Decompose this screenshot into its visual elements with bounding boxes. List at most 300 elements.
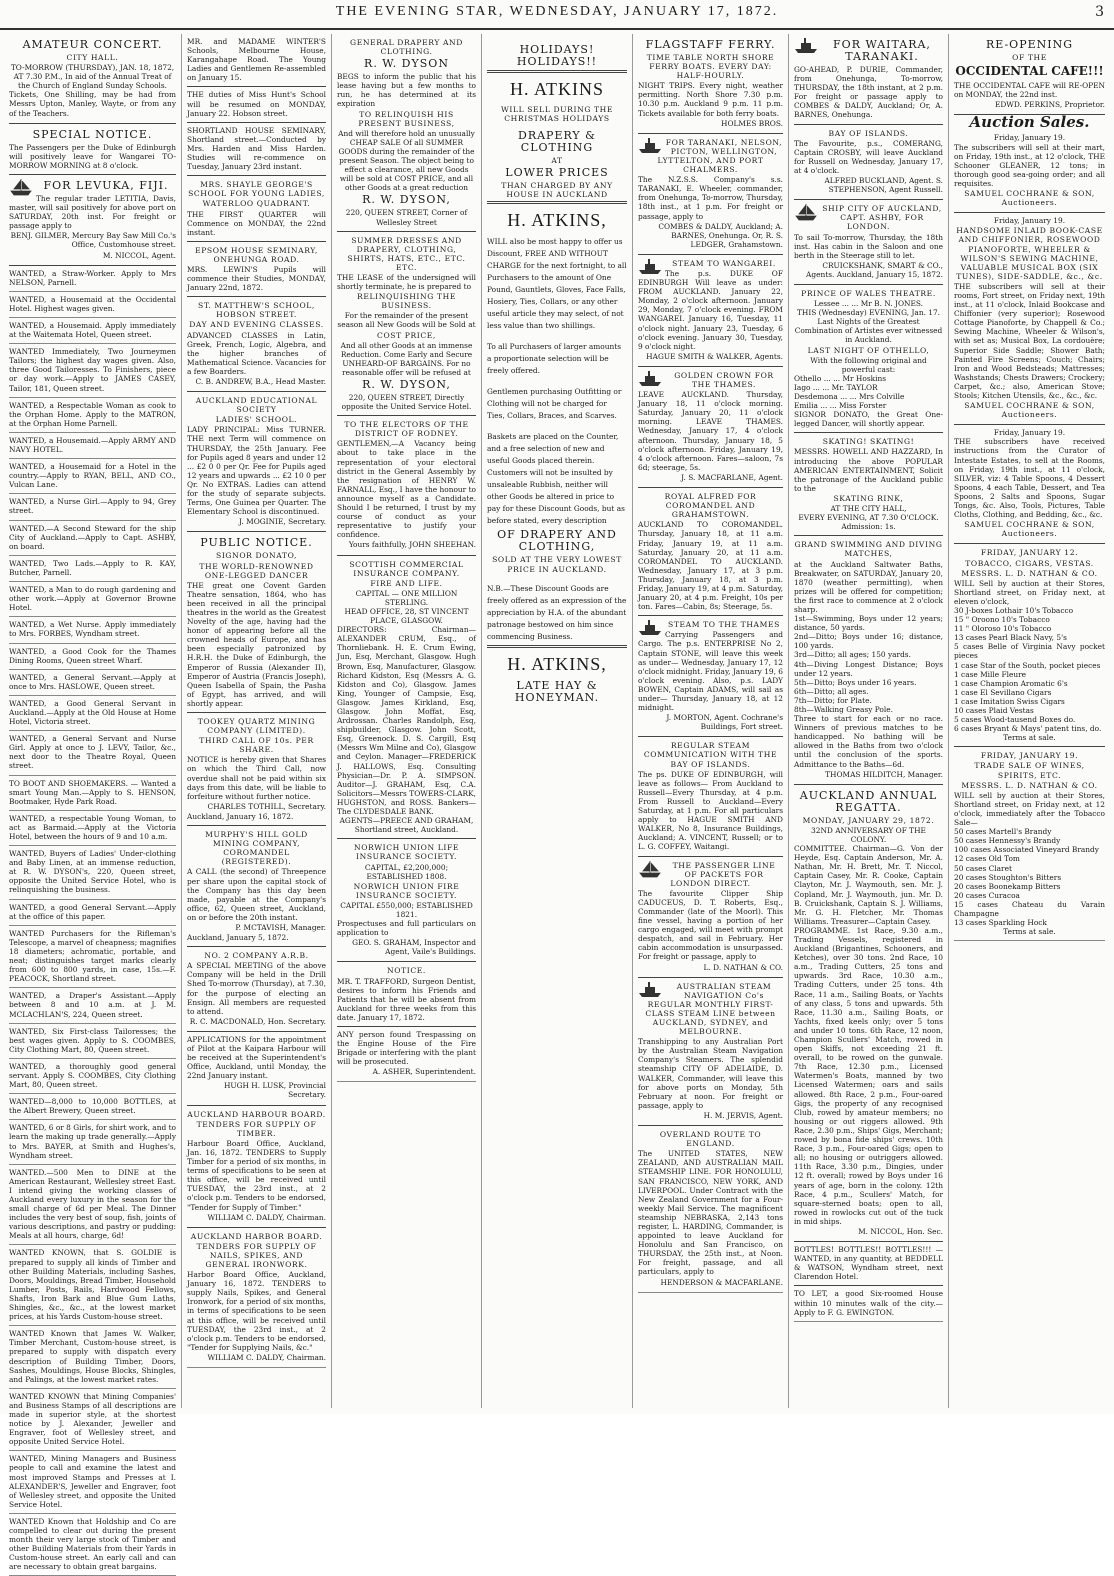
ad-subhead: 32ND ANNIVERSARY OF THE COLONY. (811, 825, 926, 844)
atkins-discount-text: WILL also be most happy to offer us Discount, FREE AND WITHOUT CHARGE for the next fortnight, to all Purchasers to the amount of One Pound, Gauntlets, Gloves, Face Falls, Hosiery, Ties, Collars, or any other useful article they may select, of not less value than two shillings. (487, 237, 627, 331)
wanted-ad: WANTED, Buyers of Ladies' Under-clothing and Baby Linen, at an immense reduction, at R. W. DYSON's, 220, Queen street, opposite the United Service Hotel, who is relinquishing the business. (9, 846, 176, 899)
ad-headline: SPECIAL NOTICE. (32, 127, 153, 141)
ad-skating-rink (794, 433, 943, 536)
ad-date: Friday, January 19. (993, 133, 1066, 143)
ad-body: MRS. LEWIN'S Pupils will commence their Studies, MONDAY, January 22nd, 1872. (187, 264, 326, 293)
ad-tookey-mining (187, 713, 326, 826)
ad-address: 220, QUEEN STREET, Corner of Wellesley Street (345, 208, 468, 227)
ad-date: Friday, January 19. (993, 216, 1066, 226)
ad-swimming-matches (794, 536, 943, 784)
ad-body: A SPECIAL MEETING of the above Company will be held in the Drill Shed To-morrow (Thursday), at 7.30, for the purpose of electing an Ensign. All members are requested to attend. (187, 961, 326, 1016)
ad-body: at the Auckland Saltwater Baths, Breakwater, on SATURDAY, January 20, 1870 (weather permitting), when prizes will be offered for competition; the first race to commence at 2 o'clock sharp. (794, 559, 943, 614)
ad-body: A CALL (the second) of Threepence per share upon the capital stock of the Company has this day been made, payable at the Company's office, 62, Queen street, Auckland, on or before the 20th instant. (187, 867, 326, 922)
ad-headline: NORWICH UNION FIRE INSURANCE SOCIETY. (353, 881, 460, 900)
ad-body: THE duties of Miss Hunt's School will be resumed on MONDAY, January 22. Hobson street. (187, 90, 326, 118)
lot-item: 12 cases Old Tom (954, 854, 1020, 864)
ad-headline: NOTICE. (387, 966, 426, 976)
cast-member: Desdemona ... ... Mrs Colville (794, 392, 905, 401)
ad-body: APPLICATIONS for the appointment of Pilot at the Kaipara Harbour will be received at the Superintendent's Office, Auckland, until Monday, the 22nd January instant. (187, 1034, 326, 1081)
lot-item: 1 case Mille Fleure (954, 669, 1027, 679)
race-item: 4th—Diving Longest Distance; Boys under 12 years. (794, 659, 943, 678)
ad-signature: HENDERSON & MACFARLANE. (660, 1277, 783, 1287)
ad-subhead: SKATING RINK, (833, 493, 904, 503)
ad-body: The Favourite, p.s., COMERANG, Captain CROSBY, will leave Auckland for Russell on Wednesday, January 17, at 4 o'clock. (794, 138, 943, 175)
ad-dyson-drapery (337, 34, 476, 232)
masthead-title: THE EVENING STAR, WEDNESDAY, JANUARY 17, 1872. (335, 4, 779, 19)
ad-headline: GRAND SWIMMING AND DIVING MATCHES, (794, 540, 943, 559)
wanted-ad: WANTED Purchasers for the Rifleman's Telescope, a marvel of cheapness; magnifies 18 diameters; achromatic, portable, and neat; distinguishes target marks clearly from 600 to 800 yards, in case, 15s.—F. PEACOCK, Shortland street. (9, 926, 176, 989)
ad-committee: COMMITTEE. Chairman—G. Von der Heyde, Esq. Captain Anderson, Mr. A. Nathan, Mr. H. Brett, Mr. T. Niccol, Captain Casey, Mr. R. Cooke, Captain Clayton, Mr. J. Waymouth, sen. Mr. J. Copland, Mr. J. Waymouth, jun. Mr. D. B. Cruickshank, Captain S. J. Williams, Mr. G. H. Fletcher, Mr. Thomas Williams. Treasurer—Captain Casey. (794, 844, 943, 926)
lot-item: 50 cases Claret (954, 863, 1012, 873)
wanted-ad: WANTED, a Housemaid. Apply immediately at the Waitemata Hotel, Queen street. (9, 318, 176, 344)
ad-body: Harbor Board Office, Auckland, January 16, 1872. TENDERS to supply Nails, Spikes, and General Ironwork, for a period of six months, in terms of specifications to be seen at this office, will be received until TUESDAY, the 23rd inst., at 2 o'clock p.m. Tenders to be endorsed, "Tender for Supplying Nails, &c." (187, 1270, 326, 1352)
ad-body: Tickets, One Shilling, may be had from Messrs Upton, Manley, Wayte, or from any of the Teachers. (9, 90, 176, 118)
wanted-ad: WANTED Known that James W. Walker, Timber Merchant, Custom-house street, is prepared to supply with dispatch every description of Building Timber, Doors, Sashes, Mouldings, House Blocks, Shingles, and Palings, at the lowest market rates. (9, 1326, 176, 1389)
ad-bottles (794, 1242, 943, 1286)
ad-trespass (337, 1027, 476, 1082)
lot-list (954, 827, 1105, 927)
ad-body: TO LET, a good Six-roomed House within 10 minutes walk of the city.—Apply to F. G. EWINGTON. (794, 1289, 943, 1317)
wanted-ad: WANTED, a Wet Nurse. Apply immediately to Mrs. FORBES, Wyndham street. (9, 617, 176, 643)
atkins-than: THAN CHARGED BY ANY HOUSE IN AUCKLAND (501, 181, 613, 200)
ad-body: THE OCCIDENTAL CAFE will RE-OPEN on MONDAY, the 22nd inst. (954, 81, 1105, 100)
ad-harbor-board-nails (187, 1228, 326, 1368)
ad-body: To sail To-morrow, Thursday, the 18th inst. Has cabin in the Saloon and one berth in the Steerage still to let. (794, 232, 943, 260)
ad-auction-gleaner (954, 130, 1105, 213)
ad-auction-furniture (954, 213, 1105, 425)
race-item: 5th—Ditto; Boys under 16 years. (794, 677, 917, 687)
race-item: 6th—Ditto; all ages. (794, 686, 869, 696)
steamship-icon (638, 370, 662, 388)
ad-body: For the remainder of the present season all New Goods will be Sold at (337, 311, 476, 330)
ad-body: Prospectuses and full particulars on application to (337, 919, 476, 938)
lot-item: 50 cases Hennessy's Brandy (954, 836, 1061, 846)
ad-headline: FOR TARANAKI, NELSON, PICTON, WELLINGTON, LYTTELTON, AND PORT CHALMERS. (657, 137, 783, 175)
ad-waitara (794, 34, 943, 125)
ad-body: Three to start for each or no race. Winners of previous matches to be handicapped. No bathing will be allowed in the Baths from two o'clock until the conclusion of the sports. Admittance to the Baths—6d. (794, 714, 943, 769)
atkins-drapery: DRAPERY & CLOTHING (518, 129, 596, 155)
ad-body: NIGHT TRIPS. Every night, weather permitting. North Shore 7.30 p.m. 10.30 p.m. Auckland 9 p.m. 11 p.m. Tickets available for both ferry boats. (638, 81, 783, 118)
ad-headline: ST. MATTHEW'S SCHOOL, HOBSON STREET. (198, 301, 315, 320)
lot-item: 50 cases Martell's Brandy (954, 827, 1052, 837)
ad-headline: SUMMER DRESSES AND DRAPERY, CLOTHING, SHIRTS, HATS, ETC., ETC. ETC. (347, 235, 466, 272)
ad-terms: Terms at sale. (1003, 927, 1056, 937)
atkins-will-sell: WILL SELL DURING THE CHRISTMAS HOLIDAYS (500, 105, 614, 124)
ad-body: THE FIRST QUARTER will Commence on MONDAY, the 22nd instant. (187, 209, 326, 237)
race-list (794, 614, 943, 714)
ad-terms: Terms at sale. (1003, 733, 1056, 743)
wanted-ad: WANTED, a Nurse Girl.—Apply to 94, Grey street. (9, 494, 176, 520)
column-3 (331, 34, 481, 1408)
wanted-ad: WANTED.—A Second Steward for the ship City of Auckland.—Apply to Capt. ASHBY, on board. (9, 521, 176, 556)
ad-shayle-george-school (187, 176, 326, 242)
ad-signature: CHARLES TOTHILL, Secretary. (207, 801, 326, 811)
ad-subhead: SIGNOR DONATO, (216, 551, 297, 561)
ad-body: The p.s. DUKE OF EDINBURGH Will leave as under: FROM AUCKLAND. January 22, Monday, 2 o'clock afternoon. January 29, Monday, 7 o'clock evening. FROM WANGAREI. January 16, Tuesday, 11 o'clock night. January 23, Tuesday, 6 o'clock evening. January 30, Tuesday, 9 o'clock night. (638, 268, 783, 351)
ad-educational-society (187, 392, 326, 532)
ad-signature: L. D. NATHAN & CO. (703, 962, 783, 972)
ad-headline: TO THE ELECTORS OF THE DISTRICT OF RODNEY. (344, 420, 469, 439)
column-2 (181, 34, 331, 1408)
ad-body: BEGS to inform the public that his lease having but a few months to run, he has determined at its expiration (337, 72, 476, 109)
ad-shortland-seminary (187, 123, 326, 176)
ad-body: SIGNOR DONATO, the Great One-legged Dancer, will shortly appear. (794, 410, 943, 429)
ad-subhead: LAST NIGHT OF OTHELLO, (807, 345, 930, 355)
ad-name: R. W. DYSON, (362, 378, 451, 391)
ad-body: And all other Goods at an immense Reduction. Come Early and Secure UNHEARD-OF BARGAINS. For no reasonable offer will be refused at (340, 340, 473, 377)
ad-body: Harbour Board Office, Auckland, Jan. 16, 1872. TENDERS to Supply Timber for a period of six months, in terms of specifications to be seen at this office, will be received until TUESDAY, the 23rd inst., at 2 o'clock p.m. Tenders to be endorsed, "Tender for Supply of Timber." (187, 1138, 326, 1212)
atkins-nb-text: N.B.—These Discount Goods are freely offered as an expression of the appreciation by H.A. of the abundant patronage bestowed on him since commencing Business. (487, 583, 627, 641)
ad-body: MR. T. TRAFFORD, Surgeon Dentist, desires to inform his Friends and Patients that he will be absent from Auckland for three weeks from this date. January 17, 1872. (337, 976, 476, 1022)
ad-headline: AUCKLAND HARBOR BOARD. (190, 1231, 323, 1241)
ad-signature: M. NICCOL, Agent. (102, 250, 176, 260)
lot-item: 100 cases Associated Vineyard Brandy (954, 845, 1099, 855)
ad-body: AUCKLAND TO COROMANDEL. Thursday, January 18, at 11 a.m. Friday, January 19, at 11 a.m. Saturday, January 20, at 11 a.m. COROMANDEL TO AUCKLAND. Wednesday, January 17, at 3 p.m. Thursday, January 18, at 3 p.m. Friday, January 19, at 4 p.m. Saturday, January 20, at 4 p.m. Freight, 10s per ton. Fares—Cabin, 8s; Steerage, 5s. (638, 520, 783, 612)
ad-office: HEAD OFFICE, 28, ST VINCENT PLACE, GLASGOW. (344, 606, 469, 626)
steamship-icon (638, 137, 662, 155)
ad-bay-of-islands (794, 125, 943, 201)
ad-signature: SAMUEL COCHRANE & SON, Auctioneers. (964, 401, 1095, 420)
atkins-gentlemen-text: Gentlemen purchasing Outfitting or Clothing will not be charged for Ties, Collars, Braces, and Scarves. (487, 387, 622, 421)
ad-harbour-board-timber (187, 1106, 326, 1228)
cast-member: Iago ... ... Mr. TAYLOR (794, 382, 878, 392)
ad-signature: EDWD. PERKINS, Proprietor. (994, 100, 1105, 110)
ad-headline: SKATING! SKATING! (822, 437, 915, 447)
ad-subhead: DAY AND EVENING CLASSES. (189, 320, 324, 330)
cast-member: Emilia ... ... Miss Forster (794, 401, 887, 411)
ad-headline: FLAGSTAFF FERRY. (645, 38, 776, 51)
ad-auction-tobacco (954, 544, 1105, 747)
ship-icon (794, 203, 818, 221)
ad-norwich-union (337, 839, 476, 962)
ad-body: The ps. DUKE OF EDINBURGH, will leave as follows— From Auckland to Russell—Every Thursday, at 4 p.m. From Russell to Auckland—Every Saturday, at 1 p.m. For all particulars apply to HAGUE SMITH AND WALKER, No 8, Insurance Buildings, Auckland; A. VINCENT, Russell; or to L. G. COFFEY, Waitangi. (638, 769, 783, 852)
ad-directors: DIRECTORS: Chairman—ALEXANDER CRUM, Esq., of Thornliebank. H. E. Crum Ewing, Jun, Esq, Merchant, Glasgow. Hugh Brown, Esq, Manufacturer, Glasgow. Richard Kidston, Esq (Messrs A. G. Kidston and Co), Glasgow. James King, Younger of Campsie, Esq, Glasgow. James Kirkland, Esq, Glasgow. John Moffat, Esq, Ardrossan. Charles Randolph, Esq, shipbuilder, Glasgow. John Scott, Esq, Greenock. D. S. Cargill, Esq (Messrs Wm Milne and Co), Glasgow and Ceylon. Manager—FREDERICK J. HALLOWS, Esq. Consulting Physician—Dr. P. A. SIMPSON. Auditor—J. GRAHAM, Esq, C.A. Solicitors—Messrs TOWERS-CLARK, HUGHSTON, and ROSS. Bankers—The CLYDESDALE BANK. (337, 625, 476, 817)
atkins-drapery-clothing: OF DRAPERY AND CLOTHING, (497, 528, 617, 554)
lot-item: 1 case Champion Aromatic 6's (954, 678, 1068, 688)
cast-member: Othello ... ... Mr Hoskins (794, 373, 887, 383)
ad-date: Friday, January 19. (993, 428, 1066, 438)
lot-item: 1 case El Sevillano Cigars (954, 687, 1052, 697)
divider (487, 645, 627, 648)
ad-headline: TOOKEY QUARTZ MINING COMPANY (LIMITED). (197, 717, 316, 736)
ad-subhead: TENDERS FOR SUPPLY OF TIMBER. (196, 1119, 317, 1138)
lot-item: 15 cases Chateau du Varain Champagne (954, 899, 1105, 918)
ad-body: SHORTLAND HOUSE SEMINARY, Shortland street.—Conducted by Mrs. Harden and Miss Harden. Studies will re-commence on Tuesday, January 23rd instant. (187, 125, 326, 172)
ad-address: 220, QUEEN STREET, Directly opposite the United Service Hotel. (341, 393, 472, 412)
race-item: 8th—Walking Greasy Pole. (794, 705, 893, 714)
ad-when: EVERY EVENING, AT 7.30 O'CLOCK. Admission: 1s. (798, 513, 939, 532)
ad-name: R. W. DYSON, (362, 193, 451, 207)
ad-body: The UNITED STATES, NEW ZEALAND, AND AUSTRALIAN MAIL STEAMSHIP LINE. FOR HONOLULU, SAN FRANCISCO, NEW YORK, AND LIVERPOOL. Under Contract with the New Zealand Government for a Four-weekly Mail Service. The magnificent steamship NEBRASKA, 2,143 tons register, L. HARDING, Commander, is appointed to leave Auckland for Honolulu and San Francisco, on THURSDAY, the 25th inst., at Noon. For freight, passage, and all particulars, apply to (638, 1149, 783, 1277)
wanted-ad: WANTED KNOWN that Mining Companies' and Business Stamps of all descriptions are made in superior style, at the shortest notice by J. Alexander, Jeweller and Engraver, foot of Wellesley street, and opposite United Service Hotel. (9, 1389, 176, 1452)
ad-headline: PRINCE OF WALES THEATRE. (801, 288, 936, 298)
ad-headline: NO. 2 COMPANY A.R.B. (204, 951, 309, 961)
ad-subhead: RELINQUISHING THE BUSINESS. (357, 292, 456, 311)
atkins-name: H. ATKINS, (507, 653, 607, 674)
ad-amateur-concert (9, 34, 176, 124)
ad-body: And will therefore hold an unusually CHEAP SALE Of all SUMMER GOODS during the remainder of the present Season. The object being to effect a clearance, all new Goods will be sold at COST PRICE, and all other Goods at a great reduction (338, 128, 475, 193)
ad-body: LADY PRINCIPAL: Miss TURNER. THE next Term will commence on THURSDAY, the 25th January. Fee for Pupils aged 8 years and under 12 ... £2 0 0 per Qr. Fee for Pupils aged 12 years and upwards ... £2 10 0 per Qr. No EXTRAS. Ladies can attend for the study of separate subjects. Terms, One Guinea per Quarter. The Elementary School is discontinued. (187, 425, 326, 517)
ad-signature: HUGH H. LUSK, Provincial Secretary. (223, 1081, 326, 1100)
ad-subhead: TO RELINQUISH HIS PRESENT BUSINESS, (358, 109, 455, 128)
ad-headline: FOR LEVUKA, FIJI. (43, 178, 169, 192)
ad-subhead: WATERLOO QUADRANT. (202, 199, 311, 209)
wanted-ad: WANTED, a thoroughly good general servant. Apply S. COOMBES, City Clothing Mart, 80, Queen street. (9, 1059, 176, 1094)
lot-item: 5 cases Belle of Virginia Navy pocket pieces (954, 642, 1105, 661)
ad-headline: STEAM TO WANGAREI. (672, 258, 776, 268)
lot-list (954, 606, 1105, 733)
divider (487, 70, 627, 73)
ad-signature: J. MOGINIE, Secretary. (239, 517, 326, 527)
ad-lessee: Lessee ... ... Mr B. N. JONES. (813, 299, 924, 309)
ad-subhead: LADIES' SCHOOL. (215, 415, 298, 425)
ad-signature: C. B. ANDREW, B.A., Head Master. (195, 377, 326, 386)
ad-subhead: TENDERS FOR SUPPLY OF NAILS, SPIKES, AND GENERAL IRONWORK. (196, 1241, 317, 1269)
ad-body: The subscribers will sell at their mart, on Friday, 19th inst., at 12 o'clock, THE Schooner GLEANER, 12 tons; in thorough good sea-going order; and all requisites. (954, 142, 1105, 188)
atkins-at: AT (551, 156, 563, 166)
lot-item: 20 cases Curacoa (954, 890, 1020, 900)
ad-headline: AUCKLAND EDUCATIONAL SOCIETY (195, 396, 318, 415)
ad-ship-city-of-auckland (794, 200, 943, 285)
ad-venue: AT THE CITY HALL, (830, 504, 907, 514)
ad-rodney-electors (337, 416, 476, 555)
ad-st-matthews-school (187, 297, 326, 392)
ad-auctioneer: MESSRS. L. D. NATHAN & CO. (961, 780, 1098, 790)
ad-signature: HAGUE SMITH & WALKER, Agents. (646, 351, 783, 361)
column-6 (788, 34, 948, 1408)
cast-list (794, 374, 943, 410)
divider (487, 201, 627, 204)
atkins-baskets-text: Baskets are placed on the Counter, and a free selection of new and useful Goods placed therein. Customers will not be insulted by unsaleable Rubbish, neither will other Goods be altered in price to pay for these Discount Goods, but as before stated, every description (487, 432, 625, 526)
ad-body: GO-AHEAD, P. DURIE, Commander, from Onehunga, To-morrow, THURSDAY, the 18th instant, at 2 p.m. For freight or passage apply to COMBES & DALDY, Auckland; Or, A. BARNES, Onehunga. (794, 65, 943, 120)
ad-subhead: CITY HALL. (66, 53, 119, 62)
lot-item: 15 " Oroono 10's Tobacco (954, 615, 1050, 625)
ad-headline: FOR WAITARA, TARANAKI. (833, 38, 931, 63)
ad-headline: ROYAL ALFRED FOR COROMANDEL AND GRAHAMSTOWN. (664, 492, 757, 520)
steamship-icon (638, 258, 662, 276)
wanted-ad: WANTED, a good General Servant.—Apply at the office of this paper. (9, 900, 176, 926)
ad-signature: J. S. MACFARLANE, Agent. (681, 472, 783, 482)
atkins-sold-lowest: SOLD AT THE VERY LOWEST PRICE IN AUCKLAND. (492, 555, 622, 574)
ad-epsom-seminary (187, 242, 326, 297)
ad-headline: GENERAL DRAPERY AND CLOTHING. (350, 38, 463, 57)
race-item: 1st—Swimming, Boys under 12 years; distance, 50 yards. (794, 614, 943, 633)
ad-body: Transhipping to any Australian Port by the Australian Steam Navigation Company's Steamers. The splendid steamship CITY OF ADELAIDE, D. WALKER, Commander, will leave this for above ports on Monday, 5th February at noon. For freight or passage, apply to (638, 1037, 783, 1110)
ad-levuka (9, 175, 176, 266)
ad-signature: HOLMES BROS. (721, 118, 783, 128)
column-7 (948, 34, 1110, 1408)
ad-capital: CAPITAL, £2,200,000; ESTABLISHED 1808. (364, 862, 449, 881)
ad-signature: P. MCTAVISH, Manager. (235, 922, 326, 932)
ad-taranaki-steamer (638, 134, 783, 255)
ad-subhead: THIRD CALL OF 10s. PER SHARE. (199, 736, 314, 755)
ad-auctioneer: MESSRS. L. D. NATHAN & CO. (961, 568, 1098, 578)
ad-headline: NORWICH UNION LIFE INSURANCE SOCIETY. (353, 843, 460, 862)
ad-signature: A. ASHER, Superintendent. (372, 1067, 476, 1077)
wanted-ad: WANTED, Two Lads.—Apply to R. KAY, Butcher, Parnell. (9, 556, 176, 582)
ad-body: Carrying Passengers and Cargo. The p.s. ENTERPRISE No 2, Captain STONE, will leave this week as under— Wednesday, January 17, 12 o'clock midnight. Friday, January 19, 6 o'clock evening. Also, p.s. LADY BOWEN, Captain ADAMS, will sail as under— Thursday, January 18, at 12 midnight. (638, 630, 783, 713)
wanted-ad: WANTED, a respectable Young Woman, to act as Barmaid.—Apply at the Victoria Hotel, between the hours of 9 and 10 a.m. (9, 811, 176, 846)
lot-item: 20 cases Boonekamp Bitters (954, 881, 1061, 891)
ad-programme: PROGRAMME. 1st Race, 9.30 a.m., Trading Vessels, registered in Auckland (Brigantines, Schooners, and Ketches), over 30 tons. 2nd Race, 10 a.m., Trading Cutters, 25 tons and upwards. 3rd Race, 10.30 a.m., Trading Cutters, under 25 tons. 4th Race, 11 a.m., Sailing Boats, or Yachts of any class, 5 tons and upwards. 5th Race, 11.30 a.m., Sailing Boats, or Yachts, fixed keels only; over 5 tons and under 10 tons. 6th Race, 12 noon, Champion Scullers' Match, rowed in open Skiffs, not exceeding 21 ft. overall, to be rowed on the gunwale. 7th Race, 12.30 p.m., Licensed Watermen's Boats, manned by two Licensed Watermen; oars and sails allowed. 8th Race, 2 p.m., Four-oared Gigs, the property of any recognised Club, rowed by amateur members; no housing or out riggers allowed. 9th Race, 2.30 p.m., Ships' Gigs, Merchant; rowed by bona fide ships' crews. 10th Race, 3 p.m., Four-oared Gigs; open to all; no housing or outriggers allowed. 11th Race, 3.30 p.m., Dingies, under 12 ft. overall; rowed by Boys under 16 years of age, born in the colony. 12th Race, 4 p.m., Scullers' Match, for square-sterned boats; open to all, rowed in rowlocks cut out of the tuck in mid ships. (794, 925, 943, 1226)
ad-headline: MURPHY'S HILL GOLD MINING COMPANY, COROMANDEL (REGISTERED). (205, 830, 308, 867)
ad-flagstaff-ferry (638, 34, 783, 134)
ad-signor-donato (187, 532, 326, 713)
ad-signature: SAMUEL COCHRANE & SON, Auctioneers. (964, 520, 1095, 539)
ad-dyson-relinquish (337, 232, 476, 417)
ad-special-notice (9, 124, 176, 175)
ad-body: THIS (Wednesday) EVENING, Jan. 17. Last Nights of the Greatest Combination of Artistes ever witnessed in Auckland. (794, 308, 943, 345)
wanted-ad: WANTED, Six First-class Tailoresses; the best wages given. Apply to S. COOMBES, City Clothing Mart, 80, Queen street. (9, 1024, 176, 1059)
wanted-ad: TO BOOT AND SHOEMAKERS. — Wanted a smart Young Man.—Apply to S. HENSON, Bootmaker, Hyde Park Road. (9, 776, 176, 811)
wanted-ad: WANTED, a Good General Servant in Auckland.—Apply at the Old House at Home Hotel, Victoria street. (9, 696, 176, 731)
auction-sales-heading: Auction Sales. (969, 113, 1090, 132)
ad-headline: SCOTTISH COMMERCIAL INSURANCE COMPANY. (349, 559, 464, 578)
ad-subhead: COST PRICE, (377, 330, 436, 340)
ad-signature: J. MORTON, Agent. Cochrane's Buildings, Fort street. (666, 713, 783, 732)
ad-headline: AMATEUR CONCERT. (22, 38, 163, 51)
wanted-ad: WANTED, Mining Managers and Business people to call and examine the latest and most improved Stamps and Presses at I. ALEXANDER'S, Jeweller and Engraver, foot of Wellesley street, and opposite the United Service Hotel. (9, 1451, 176, 1514)
ad-headline: STEAM TO THE THAMES (668, 620, 780, 630)
ad-occidental-cafe (954, 34, 1105, 115)
ad-date: Auckland, January 5, 1872. (187, 933, 289, 943)
race-item: 3rd—Ditto; all ages; 150 yards. (794, 650, 911, 660)
ad-signature: R. C. MACDONALD, Hon. Secretary. (189, 1016, 326, 1026)
ad-bay-of-islands-steam (638, 737, 783, 856)
steamship-icon (638, 619, 662, 637)
steamship-icon (794, 37, 818, 55)
ad-body: MESSRS. HOWELL AND HAZZARD, In introducing the above POPULAR AMERICAN ENTERTAINMENT, Solicit the patronage of the Auckland public to the (794, 447, 943, 493)
wanted-ad: WANTED, a Good Cook for the Thames Dining Rooms, Queen street Wharf. (9, 644, 176, 670)
ad-headline: SHIP CITY OF AUCKLAND, CAPT. ASHBY, FOR LONDON. (822, 204, 942, 232)
wanted-ad: WANTED—8,000 to 10,000 BOTTLES, at the Albert Brewery, Queen street. (9, 1094, 176, 1120)
ad-headline: HANDSOME INLAID BOOK-CASE AND CHIFFONIER, ROSEWOOD PIANOFORTE, WHEELER & WILSON'S SEWING MACHINE, VALUABLE MUSICAL BOX (SIX TUNES), SIDE-SADDLE, &c., &c. (956, 226, 1103, 281)
ad-headline: GOLDEN CROWN FOR THE THAMES. (674, 370, 774, 389)
ship-icon (638, 860, 662, 878)
ad-signature: GEO. S. GRAHAM, Inspector and Agent, Vaile's Buildings. (352, 938, 476, 957)
ad-date: FRIDAY, JANUARY 12. (980, 548, 1079, 558)
ad-headline: AUSTRALIAN STEAM NAVIGATION Co's REGULAR MONTHLY FIRST-CLASS STEAM LINE between AUCKLAND, SYDNEY, and MELBOURNE. (645, 981, 776, 1037)
lot-item: 20 cases Stoughton's Bitters (954, 872, 1062, 882)
ad-date: MONDAY, JANUARY 29, 1872. (802, 815, 935, 825)
ad-capital: CAPITAL — ONE MILLION STERLING. (355, 588, 458, 607)
ad-signature: Yours faithfully, JOHN SHEEHAN. (348, 540, 476, 550)
wanted-ad: WANTED, a Housemaid.—Apply ARMY AND NAVY HOTEL. (9, 433, 176, 459)
lot-item: 1 case Imitation Swiss Cigars (954, 696, 1065, 706)
ad-pilot-applications (187, 1032, 326, 1106)
atkins-late: LATE HAY & HONEYMAN. (514, 678, 600, 704)
ad-scottish-insurance (337, 556, 476, 840)
ad-regatta (794, 785, 943, 1242)
lot-item: 1 case Star of the South, pocket pieces (954, 660, 1101, 670)
ad-subhead: FIRE AND LIFE. (370, 578, 443, 588)
race-item: 7th—Ditto; for Plate. (794, 695, 872, 705)
ad-signature: H. M. JERVIS, Agent. (703, 1110, 783, 1120)
wanted-ad: WANTED, a Housemaid for a Hotel in the country.—Apply to RYAN, BELL, AND CO., Vulcan Lane. (9, 459, 176, 494)
lot-item: 6 cases Bryant & Mays' patent tins, do. (954, 724, 1102, 734)
column-1 (4, 34, 181, 1572)
lot-item: 13 cases Sparkling Hock (954, 918, 1047, 928)
ad-body: THE subscribers have received instructions from the Curator of Intestate Estates, to sell at the Rooms, on Friday, 19th inst., at 11 o'clock, SILVER, viz: 4 Table Spoons, 4 Dessert Spoons, 4 each Table, Dessert, and Tea Spoons, 2 Salts and Spoons, Sugar Tongs, &c. Also, Tools, Pictures, Table Cloths, Clothing, and Bedding, &c., &c. (954, 437, 1105, 520)
ad-date: Auckland, January 16, 1872. (187, 811, 294, 821)
ad-to-let (794, 1286, 943, 1321)
ad-headline: AUCKLAND HARBOUR BOARD. (187, 1109, 326, 1119)
ad-subhead: TIME TABLE NORTH SHORE FERRY BOATS. EVERY DAY: HALF-HOURLY. (646, 53, 775, 81)
wanted-ad: WANTED Known that Holdship and Co are compelled to clear out during the present month their very large stock of Timber and other Building Materials from their Yards in Custom-house street. An early call and can are necessary to obtain great bargains. (9, 1514, 176, 1576)
ad-signature: ALFRED BUCKLAND, Agent. S. STEPHENSON, Agent Russell. (824, 176, 943, 195)
ad-signature: CRUICKSHANK, SMART & CO., Agents. Auckland, January 15, 1872. (806, 260, 943, 279)
ad-winter-schools (187, 34, 326, 87)
ad-date: FRIDAY, JANUARY 19. (980, 751, 1079, 761)
holidays-headline: HOLIDAYS! HOLIDAYS!! (516, 43, 598, 68)
ad-headline: AUCKLAND ANNUAL REGATTA. (799, 788, 938, 814)
ad-signature: BENJ. GILMER, Mercury Bay Saw Mill Co.'s Office, Customhouse street. (10, 231, 176, 250)
ad-body: THE subscribers will sell at their rooms, Fort street, on Friday next, 19th inst., at 11 o'clock, Inlaid Bookcase and Chiffonier (very superior); Rosewood Cottage Pianoforte, by Chappell & Co.; Sewing Machine, Wheeler & Wilson's, with set as; Musical Box, La cordouère; Superior Side Saddle; Shower Bath; Painted Fire Screens; Couch; Chairs; Iron and Wood Bedsteads; Mattresses; Washstands; Chests Drawers; Crockery; Carpet, &c.; also, American Stove; Stools; Kitchen Utensils, &c., &c., &c. (954, 281, 1105, 400)
ad-body: GENTLEMEN,—A Vacancy being about to take place in the representation of your electoral district in the General Assembly by the resignation of HENRY W. FARNALL, Esq., I have the honour to announce myself as a Candidate. Should I be returned, I trust by my course of conduct as your representative to justify your confidence. (337, 439, 476, 540)
atkins-lower-prices: LOWER PRICES (505, 166, 609, 180)
ad-capital: CAPITAL £550,000; ESTABLISHED 1821. (340, 900, 473, 919)
ad-headline: REGULAR STEAM COMMUNICATION WITH THE BAY OF ISLANDS. (643, 741, 778, 769)
ad-signature: SAMUEL COCHRANE & SON, Auctioneers. (964, 189, 1095, 208)
ad-body: ANY person found Trespassing on the Engine House of the Fire Brigade or interfering with the plant will be prosecuted. (337, 1030, 476, 1067)
ad-signature: COMBES & DALDY, Auckland; A. BARNES, Onehunga. Or, R. S. LEDGER, Grahamstown. (658, 221, 783, 249)
ad-steam-thames (638, 616, 783, 737)
ad-headline: BAY OF ISLANDS. (828, 128, 909, 138)
wanted-ad: WANTED, a Man to do rough gardening and other work.—Apply at Governor Browne Hotel. (9, 582, 176, 617)
ad-headline: PUBLIC NOTICE. (200, 536, 313, 550)
ad-overland-route (638, 1126, 783, 1293)
ad-body: The regular trader LETITIA, Davis, master, will sail positively for above port on SATURDAY, 20th inst. For freight or passage apply to (9, 193, 176, 231)
wanted-ad: WANTED, a Draper's Assistant.—Apply between 8 and 10 a.m. at J. M. MCLACHLAN'S, 224, Queen street. (9, 988, 176, 1023)
ad-body: The Passengers per the Duke of Edinburgh will positively leave for Wangarei TO-MORROW MORNING at 8 o'clock. (9, 142, 176, 170)
ad-signature: WILLIAM C. DALDY, Chairman. (207, 1212, 326, 1222)
ad-hunt-school (187, 87, 326, 122)
lot-item: 10 cases Plaid Vestas (954, 706, 1034, 715)
ad-body: BOTTLES! BOTTLES!! BOTTLES!!! —WANTED, in any quantity, at BEDDELL & WATSON, Wyndham street, next Clarendon Hotel. (794, 1245, 943, 1282)
steamship-icon (638, 981, 662, 999)
ship-icon (9, 178, 33, 196)
atkins-purchasers-text: To all Purchasers of larger amounts a proportionate selection will be freely offered. (487, 342, 622, 376)
ad-australian-steam (638, 978, 783, 1126)
wanted-ad: WANTED KNOWN, that S. GOLDIE is prepared to supply all kinds of Timber and other Building Materials, including Sashes, Doors, Mouldings, Bread Timber, Household Lumber, Posts, Rails, Hardwood Fellows, Shafts, Iron Bark and Blue Gum Laths, Shingles, &c., &c., at the lowest market prices, at his Yards Custom-house street. (9, 1245, 176, 1326)
ad-body: TO-MORROW (THURSDAY), JAN. 18, 1872, AT 7.30 P.M., In aid of the Annual Treat of the Church of England Sunday Schools. (10, 63, 175, 91)
ad-body: The favourite Clipper Ship CADUCEUS, D. T. Roberts, Esq., Commander (late of the Moorl). This fine vessel, having a portion of her cargo engaged, will meet with prompt despatch, and sail in February. Her cabin accommodation is unsurpassed. For freight or passage, apply to (638, 888, 783, 962)
ad-auction-silver (954, 425, 1105, 544)
lot-item: 30 J-boxes Lothair 10's Tobacco (954, 605, 1074, 615)
wanted-ads-list (9, 266, 176, 1576)
wanted-ad: WANTED, a General Servant.—Apply at once to Mrs. HASLOWE, Queen street. (9, 670, 176, 696)
ad-agents: AGENTS—PREECE AND GRAHAM, Shortland street, Auckland. (339, 816, 474, 835)
ad-signature: THOMAS HILDITCH, Manager. (825, 769, 943, 779)
column-5 (632, 34, 788, 1408)
ad-prince-of-wales-theatre (794, 285, 943, 433)
ad-arb-meeting (187, 947, 326, 1032)
ad-auction-wines (954, 747, 1105, 941)
wanted-ad: WANTED.—500 Men to DINE at the American Restaurant, Wellesley street East. I intend giving the working classes of Auckland every luxury in the season for the small charge of 6d per Meal. The Dinner includes the very best of soup, fish, joints of various descriptions, and pastry or pudding: Meals at all hours, charge, 6d! (9, 1165, 176, 1246)
lot-item: 5 cases Wood-tausend Boxes do. (954, 715, 1076, 725)
wanted-ad: WANTED, a Housemaid at the Occidental Hotel. Highest wages given. (9, 292, 176, 318)
page-number: 3 (1095, 4, 1104, 20)
ad-body: WILL sell by auction at their Stores, Shortland street, on Friday next, at 12 o'clock, immediately after the Tobacco Sale— (954, 790, 1105, 828)
ad-headline: TRADE SALE OF WINES, SPIRITS, ETC. (974, 761, 1085, 780)
atkins-name: H. ATKINS, (507, 210, 607, 231)
ad-of-the: OF THE (1012, 53, 1047, 62)
ad-headline: TOBACCO, CIGARS, VESTAS. (965, 558, 1094, 568)
wanted-ad: WANTED, a General Servant and Nurse Girl. Apply at once to J. LEVY, Tailor, &c., next door to the Theatre Royal, Queen street. (9, 731, 176, 775)
ad-body: WILL Sell by auction at their Stores, Shortland street, on Friday next, at eleven o'clock, (954, 578, 1105, 606)
ad-body: The N.Z.S.S. Company's s.s. TARANAKI, E. Wheeler, commander, from Onehunga, To-morrow, Thursday, 18th inst., at 1 p.m. For freight or passage, apply to (638, 175, 783, 221)
ad-golden-crown (638, 367, 783, 488)
